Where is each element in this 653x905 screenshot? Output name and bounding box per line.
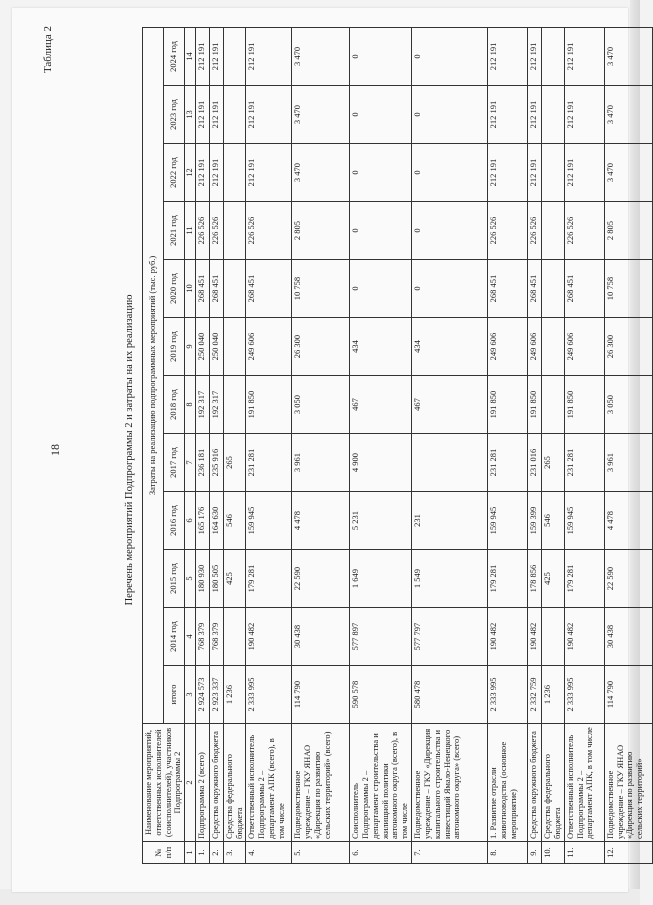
header-year: 2017 год <box>164 434 185 492</box>
row-name: 1. Развитие отрасли животноводства (основное мероприятие) <box>488 724 528 842</box>
row-total-value: 590 578 <box>350 666 412 724</box>
row-name: Средства окружного бюджета <box>528 724 542 842</box>
header-year: 2019 год <box>164 318 185 376</box>
row-year-value: 3 470 <box>604 86 652 144</box>
row-year-value: 192 317 <box>195 376 209 434</box>
row-year-value: 159 945 <box>488 492 528 550</box>
row-number: 8. <box>488 842 528 864</box>
row-total-value: 2 333 995 <box>246 666 292 724</box>
row-number: 12. <box>604 842 652 864</box>
row-year-value: 268 451 <box>528 260 542 318</box>
row-number: 6. <box>350 842 412 864</box>
row-year-value: 249 606 <box>246 318 292 376</box>
row-year-value <box>223 318 246 376</box>
row-year-value: 2 805 <box>604 202 652 260</box>
row-year-value: 0 <box>412 27 488 85</box>
table-row <box>246 27 292 863</box>
row-name: Средства федерального бюджета <box>223 724 246 842</box>
row-year-value: 467 <box>350 376 412 434</box>
row-year-value: 22 590 <box>292 550 350 608</box>
row-year-value: 212 191 <box>195 27 209 85</box>
header-year: 2014 год <box>164 608 185 666</box>
row-total-value: 1 236 <box>223 666 246 724</box>
row-total-value: 2 332 759 <box>528 666 542 724</box>
row-year-value: 26 300 <box>292 318 350 376</box>
row-year-value: 0 <box>350 202 412 260</box>
row-year-value: 3 470 <box>292 144 350 202</box>
row-year-value: 249 606 <box>528 318 542 376</box>
row-total-value: 580 478 <box>412 666 488 724</box>
row-year-value: 212 191 <box>195 86 209 144</box>
header-year: 2016 год <box>164 492 185 550</box>
row-year-value: 190 482 <box>246 608 292 666</box>
row-year-value <box>412 434 488 492</box>
row-year-value: 192 317 <box>209 376 223 434</box>
header-total: итого <box>164 666 185 724</box>
row-year-value: 0 <box>350 260 412 318</box>
row-year-value: 226 526 <box>195 202 209 260</box>
row-year-value: 250 040 <box>209 318 223 376</box>
row-year-value: 0 <box>412 202 488 260</box>
row-year-value: 268 451 <box>488 260 528 318</box>
row-year-value: 0 <box>412 260 488 318</box>
header-year: 2021 год <box>164 202 185 260</box>
row-year-value: 212 191 <box>246 144 292 202</box>
row-year-value: 249 606 <box>564 318 604 376</box>
row-year-value: 231 016 <box>528 434 542 492</box>
row-year-value: 22 590 <box>604 550 652 608</box>
row-year-value: 226 526 <box>528 202 542 260</box>
column-index-row <box>185 27 196 863</box>
row-year-value: 546 <box>542 492 565 550</box>
table-row <box>412 27 488 863</box>
row-year-value <box>542 27 565 85</box>
row-year-value: 226 526 <box>488 202 528 260</box>
row-year-value: 231 <box>412 492 488 550</box>
row-year-value: 231 281 <box>488 434 528 492</box>
row-name: Подведомственное учреждение – ГКУ ЯНАО «Дирекция по развитию сельских территорий» (всего) <box>292 724 350 842</box>
row-year-value <box>542 202 565 260</box>
row-year-value: 191 850 <box>528 376 542 434</box>
row-year-value: 159 945 <box>246 492 292 550</box>
row-year-value: 0 <box>412 144 488 202</box>
row-year-value: 226 526 <box>564 202 604 260</box>
table-row <box>292 27 350 863</box>
row-year-value: 3 050 <box>292 376 350 434</box>
row-year-value: 212 191 <box>209 27 223 85</box>
row-number: 2. <box>209 842 223 864</box>
row-year-value: 1 649 <box>350 550 412 608</box>
row-year-value: 212 191 <box>195 144 209 202</box>
row-year-value: 4 478 <box>604 492 652 550</box>
row-year-value: 190 482 <box>564 608 604 666</box>
rotated-content <box>12 8 645 892</box>
row-year-value: 268 451 <box>246 260 292 318</box>
row-total-value: 2 333 995 <box>564 666 604 724</box>
column-index-cell: 3 <box>185 666 196 724</box>
row-year-value: 179 281 <box>246 550 292 608</box>
column-index-cell: 11 <box>185 202 196 260</box>
row-year-value <box>542 86 565 144</box>
row-year-value <box>542 260 565 318</box>
row-total-value: 1 236 <box>542 666 565 724</box>
row-year-value: 0 <box>350 86 412 144</box>
row-year-value: 3 050 <box>604 376 652 434</box>
row-number: 10. <box>542 842 565 864</box>
row-year-value: 249 606 <box>488 318 528 376</box>
row-year-value: 212 191 <box>209 144 223 202</box>
row-number: 11. <box>564 842 604 864</box>
column-index-cell: 5 <box>185 550 196 608</box>
row-year-value: 546 <box>223 492 246 550</box>
row-year-value: 179 281 <box>488 550 528 608</box>
row-total-value: 2 924 573 <box>195 666 209 724</box>
row-year-value: 10 758 <box>604 260 652 318</box>
row-year-value <box>223 202 246 260</box>
column-index-cell: 6 <box>185 492 196 550</box>
row-year-value: 467 <box>412 376 488 434</box>
row-name: Подведомственное учреждение – ГКУ ЯНАО «Дирекция по развитию сельских территорий» <box>604 724 652 842</box>
header-year: 2020 год <box>164 260 185 318</box>
row-year-value: 268 451 <box>195 260 209 318</box>
row-year-value: 434 <box>412 318 488 376</box>
row-year-value: 3 961 <box>292 434 350 492</box>
row-year-value <box>542 318 565 376</box>
row-year-value: 165 176 <box>195 492 209 550</box>
row-year-value: 212 191 <box>246 86 292 144</box>
row-year-value: 4 478 <box>292 492 350 550</box>
row-year-value: 0 <box>350 144 412 202</box>
row-year-value: 0 <box>350 27 412 85</box>
row-total-value: 2 333 995 <box>488 666 528 724</box>
row-year-value: 3 470 <box>292 27 350 85</box>
row-year-value: 180 505 <box>209 550 223 608</box>
row-year-value: 3 470 <box>604 144 652 202</box>
column-index-cell: 1 <box>185 842 196 864</box>
row-name: Ответственный исполнитель Подпрограммы 2 – департамент АПК, в том числе <box>564 724 604 842</box>
table-label: Таблица 2 <box>42 26 54 74</box>
table-row <box>528 27 542 863</box>
document-page <box>12 8 645 892</box>
row-year-value: 191 850 <box>246 376 292 434</box>
row-year-value <box>223 144 246 202</box>
row-year-value <box>223 86 246 144</box>
row-year-value: 3 470 <box>292 86 350 144</box>
table-row <box>488 27 528 863</box>
row-year-value: 190 482 <box>488 608 528 666</box>
row-year-value <box>223 27 246 85</box>
row-year-value: 2 805 <box>292 202 350 260</box>
column-index-cell: 9 <box>185 318 196 376</box>
row-number: 3. <box>223 842 246 864</box>
row-year-value: 212 191 <box>488 86 528 144</box>
row-year-value: 212 191 <box>564 86 604 144</box>
row-number: 9. <box>528 842 542 864</box>
row-total-value: 114 790 <box>604 666 652 724</box>
header-costs-group: Затраты на реализацию подпрограммных мероприятий (тыс. руб.) <box>143 27 164 723</box>
column-index-cell: 8 <box>185 376 196 434</box>
column-index-cell: 7 <box>185 434 196 492</box>
row-year-value: 768 379 <box>195 608 209 666</box>
column-index-cell: 10 <box>185 260 196 318</box>
row-year-value: 577 797 <box>412 608 488 666</box>
row-year-value: 265 <box>542 434 565 492</box>
row-year-value: 425 <box>223 550 246 608</box>
header-year: 2024 год <box>164 27 185 85</box>
row-year-value: 212 191 <box>528 27 542 85</box>
row-year-value: 212 191 <box>564 27 604 85</box>
row-year-value: 3 470 <box>604 27 652 85</box>
row-total-value: 2 923 337 <box>209 666 223 724</box>
column-index-cell: 13 <box>185 86 196 144</box>
table-row <box>542 27 565 863</box>
row-year-value: 190 482 <box>528 608 542 666</box>
row-year-value: 212 191 <box>246 27 292 85</box>
table-body <box>195 27 652 863</box>
row-number: 4. <box>246 842 292 864</box>
header-year: 2023 год <box>164 86 185 144</box>
row-year-value: 265 <box>223 434 246 492</box>
row-year-value: 226 526 <box>209 202 223 260</box>
table-row <box>604 27 652 863</box>
row-year-value: 250 040 <box>195 318 209 376</box>
row-year-value: 231 281 <box>246 434 292 492</box>
row-number: 5. <box>292 842 350 864</box>
row-year-value: 26 300 <box>604 318 652 376</box>
row-year-value: 30 438 <box>292 608 350 666</box>
row-year-value: 0 <box>412 86 488 144</box>
row-year-value: 231 281 <box>564 434 604 492</box>
column-index-cell: 14 <box>185 27 196 85</box>
document-title: Перечень мероприятий Подпрограммы 2 и затраты на их реализацию <box>124 294 135 606</box>
row-year-value: 226 526 <box>246 202 292 260</box>
row-name: Ответственный исполнитель Подпрограммы 2 – департамент АПК (всего), в том числе <box>246 724 292 842</box>
row-year-value: 10 758 <box>292 260 350 318</box>
row-year-value: 212 191 <box>528 86 542 144</box>
header-year: 2022 год <box>164 144 185 202</box>
row-year-value: 178 856 <box>528 550 542 608</box>
row-year-value: 268 451 <box>564 260 604 318</box>
row-year-value: 212 191 <box>488 144 528 202</box>
row-total-value: 114 790 <box>292 666 350 724</box>
expenses-table <box>142 27 653 864</box>
row-year-value: 235 916 <box>209 434 223 492</box>
row-year-value: 434 <box>350 318 412 376</box>
row-year-value: 191 850 <box>488 376 528 434</box>
row-year-value: 212 191 <box>528 144 542 202</box>
row-name: Подведомственное учреждение – ГКУ «Дирекция капитального строительства и инвестиций Ямало-Ненецкого автономного округа» (всего) <box>412 724 488 842</box>
row-year-value <box>542 144 565 202</box>
row-name: Средства окружного бюджета <box>209 724 223 842</box>
header-year: 2015 год <box>164 550 185 608</box>
row-year-value: 164 630 <box>209 492 223 550</box>
row-name: Подпрограмма 2 (всего) <box>195 724 209 842</box>
row-year-value: 159 399 <box>528 492 542 550</box>
table-row <box>195 27 209 863</box>
row-name: Соисполнитель Подпрограммы 2 – департамент строительства и жилищной политики автономного округа (всего), в том числе <box>350 724 412 842</box>
table-row <box>209 27 223 863</box>
row-year-value: 3 961 <box>604 434 652 492</box>
row-year-value <box>223 260 246 318</box>
row-year-value <box>542 608 565 666</box>
row-year-value: 212 191 <box>488 27 528 85</box>
header-name: Наименование мероприятий, ответственных исполнителей (соисполнителей), участников Подпрограммы 2 <box>143 724 185 842</box>
row-year-value: 577 897 <box>350 608 412 666</box>
page-number: 18 <box>48 444 62 456</box>
row-year-value: 768 379 <box>209 608 223 666</box>
row-year-value: 179 281 <box>564 550 604 608</box>
column-index-cell: 4 <box>185 608 196 666</box>
table-row <box>350 27 412 863</box>
row-number: 7. <box>412 842 488 864</box>
row-name: Средства федерального бюджета <box>542 724 565 842</box>
row-year-value: 30 438 <box>604 608 652 666</box>
row-year-value <box>223 608 246 666</box>
row-year-value: 212 191 <box>209 86 223 144</box>
row-year-value <box>223 376 246 434</box>
row-year-value: 1 549 <box>412 550 488 608</box>
row-year-value: 159 945 <box>564 492 604 550</box>
table-row <box>223 27 246 863</box>
row-year-value <box>542 376 565 434</box>
column-index-cell: 2 <box>185 724 196 842</box>
header-row-1 <box>143 27 164 863</box>
row-year-value: 5 231 <box>350 492 412 550</box>
table-row <box>564 27 604 863</box>
header-no: № п/п <box>143 842 185 864</box>
row-year-value: 212 191 <box>564 144 604 202</box>
row-year-value: 4 900 <box>350 434 412 492</box>
row-year-value: 425 <box>542 550 565 608</box>
row-year-value: 191 850 <box>564 376 604 434</box>
header-year: 2018 год <box>164 376 185 434</box>
row-year-value: 268 451 <box>209 260 223 318</box>
row-number: 1. <box>195 842 209 864</box>
row-year-value: 236 181 <box>195 434 209 492</box>
row-year-value: 180 930 <box>195 550 209 608</box>
column-index-cell: 12 <box>185 144 196 202</box>
